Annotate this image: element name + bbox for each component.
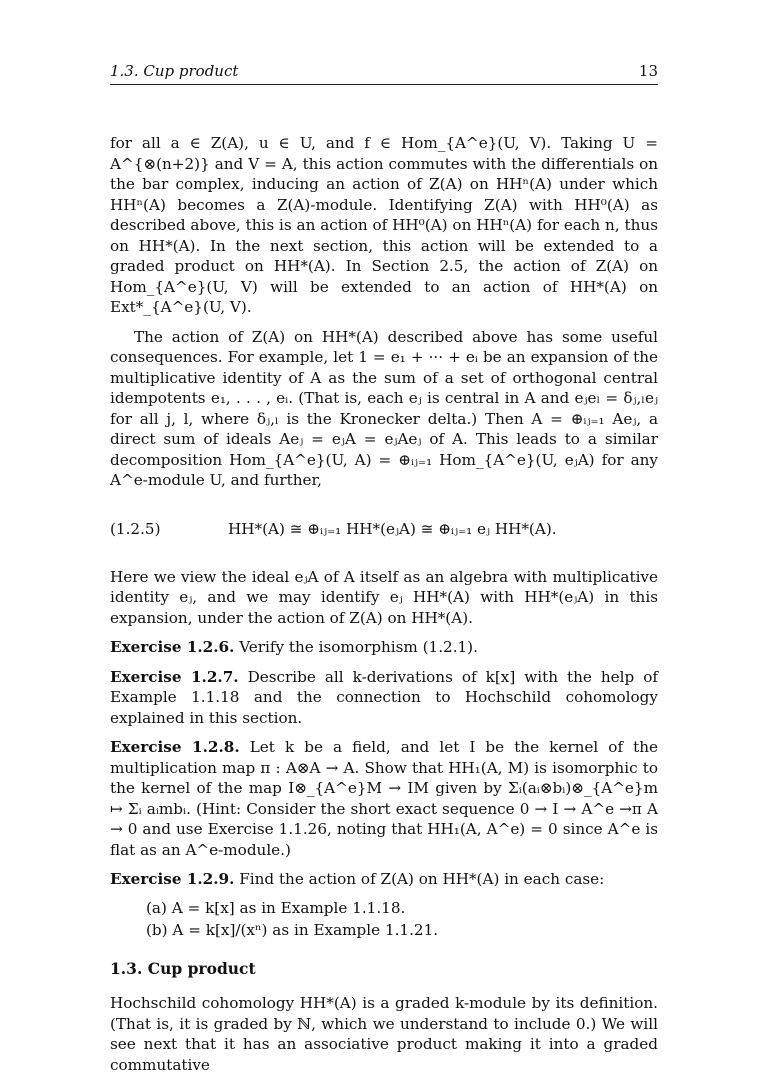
exercise-1-2-7 (110, 667, 658, 729)
paragraph-1: for all a ∈ Z(A), u ∈ U, and f ∈ Hom_{A^e}(U, V). Taking U = A^{⊗(n+2)} and V = A, this action commutes with the differentials on the bar complex, inducing an action of Z(A) on HHⁿ(A) under which HHⁿ(A) becomes a Z(A)-module. Identifying Z(A) with HH⁰(A) as described above, this is an action of HH⁰(A) on HHⁿ(A) for each n, thus on HH*(A). In the next section, this action will be extended to a graded product on HH*(A). In Section 2.5, the action of Z(A) on Hom_{A^e}(U, V) will be extended to an action of HH*(A) on Ext*_{A^e}(U, V). (110, 134, 658, 316)
paragraph-2: The action of Z(A) on HH*(A) described above has some useful consequences. For example, let 1 = e₁ + ··· + eᵢ be an expansion of the multiplicative identity of A as the sum of a set of orthogonal central idempotents e₁, . . . , eᵢ. (That is, each eⱼ is central in A and eⱼeₗ = δⱼ,ₗeⱼ for all j, l, where δⱼ,ₗ is the Kronecker delta.) Then A = ⊕ᵢⱼ₌₁ Aeⱼ, a direct sum of ideals Aeⱼ = eⱼA = eⱼAeⱼ of A. This leads to a similar decomposition Hom_{A^e}(U, A) = ⊕ᵢⱼ₌₁ Hom_{A^e}(U, eⱼA) for any A^e-module U, and further, (110, 327, 658, 489)
exercise-1-2-9 (110, 869, 658, 890)
exercise-item-a: (a) A = k[x] as in Example 1.1.18. (146, 898, 406, 917)
equation-body: HH*(A) ≅ ⊕ᵢⱼ₌₁ HH*(eⱼA) ≅ ⊕ᵢⱼ₌₁ eⱼ HH*(A). (228, 520, 557, 539)
paragraph-3: Here we view the ideal eⱼA of A itself as an algebra with multiplicative identity eⱼ, and we may identify eⱼ HH*(A) with HH*(eⱼA) in this expansion, under the action of Z(A) on HH*(A). (110, 567, 658, 627)
page-number: 13 (638, 62, 658, 80)
exercise-label: Exercise 1.2.6. (110, 638, 235, 656)
exercise-text: Verify the isomorphism (1.2.1). (239, 638, 478, 656)
exercise-text: Describe all k-derivations of k[x] with the help of Example 1.1.18 and the connection to Hochschild cohomology explained in this section. (110, 667, 658, 727)
exercise-label: Exercise 1.2.7. (110, 667, 239, 686)
exercise-label: Exercise 1.2.8. (110, 738, 240, 756)
equation-number: (1.2.5) (110, 520, 161, 539)
exercise-item-b: (b) A = k[x]/(xⁿ) as in Example 1.1.21. (146, 921, 439, 939)
page (110, 62, 658, 1075)
exercise-1-2-8 (110, 737, 658, 860)
exercise-label: Exercise 1.2.9. (110, 870, 235, 888)
exercise-text: Find the action of Z(A) on HH*(A) in each case: (239, 870, 605, 888)
section-heading: 1.3. Cup product (110, 958, 256, 978)
display-equation (110, 513, 658, 547)
exercise-1-2-6 (110, 637, 658, 658)
exercise-text: Let k be a field, and let I be the kernel of the multiplication map π : A⊗A → A. Show that HH₁(A, M) is isomorphic to the kernel of the map I⊗_{A^e}M → IM given by Σᵢ(aᵢ⊗bᵢ)⊗_{A^e}m ↦ Σᵢ aᵢmbᵢ. (Hint: Consider the short exact sequence 0 → I → A^e →π A → 0 and use Exercise 1.1.26, noting that HH₁(A, A^e) = 0 since A^e is flat as an A^e-module.) (110, 738, 659, 859)
section-paragraph: Hochschild cohomology HH*(A) is a graded k-module by its definition. (That is, it is graded by ℕ, which we understand to include 0.) We will see next that it has an associative product making it into a graded commutative (110, 994, 658, 1074)
body-text (110, 133, 658, 1075)
running-header-section: 1.3. Cup product (110, 62, 239, 80)
exercise-item-list (146, 898, 658, 941)
running-header (110, 62, 658, 85)
